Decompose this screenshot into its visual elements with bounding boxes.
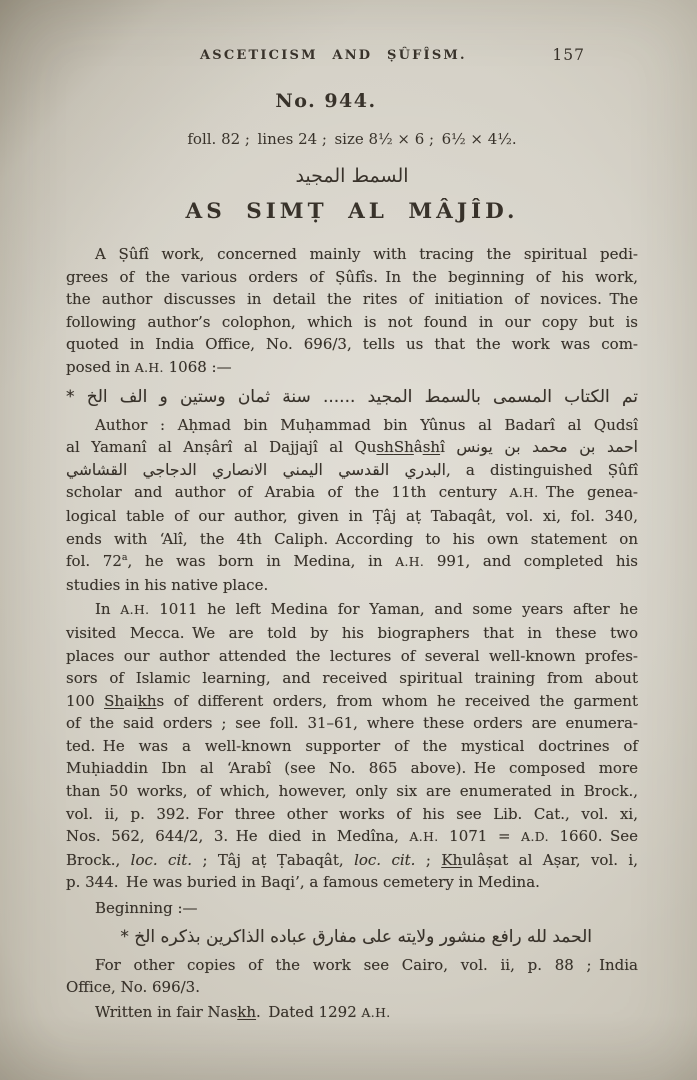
text-line: places our author attended the lectures of several well-known profes-: [66, 646, 638, 665]
text-line: Office, No. 696/3.: [66, 978, 200, 997]
text-line: following author’s colophon, which is not found in our copy but is: [66, 312, 638, 331]
body-content: [66, 243, 638, 1026]
running-header-title: ASCETICISM AND ṢÛFÎSM.: [200, 48, 467, 63]
text-line: than 50 works, of which, however, only six are enumerated in Brock.,: [66, 782, 638, 801]
title-transliteration: AS SIMṬ AL MÂJÎD.: [185, 199, 519, 224]
text-line: grees of the various orders of Ṣûfîs. In the beginning of his work,: [66, 267, 638, 286]
styled-text: Sh: [393, 438, 414, 457]
text-line: visited Mecca. We are told by his biographers that in these two: [66, 623, 638, 642]
styled-text: Kh: [441, 850, 463, 869]
text-line: studies in his native place.: [66, 575, 269, 594]
title-arabic: السمط المجيد: [295, 165, 409, 187]
text-line: the author discusses in detail the rites of initiation of novices. The: [66, 290, 638, 309]
paragraph: [66, 414, 638, 597]
text-line: Nos. 562, 644/2, 3. He died in Medîna, A.H. 1071 = A.D. 1660. See: [66, 827, 638, 846]
text-line: A Ṣûfî work, concerned mainly with tracing the spiritual pedi-: [95, 245, 638, 263]
styled-text: A.H.: [509, 486, 539, 501]
text-line: Brock., loc. cit. ; Tâj aṭ Ṭabaqât, loc. cit. ; Khulâṣat al Aṣar, vol. i,: [66, 850, 638, 869]
text-line: البدري القدسي اليمني الانصاري الدجاجي القشاشي, a distinguished Ṣûfî: [66, 460, 638, 479]
styled-text: A.D.: [521, 830, 549, 845]
styled-text: kh: [237, 1002, 257, 1021]
text-line: Author : Aḥmad bin Muḥammad bin Yûnus al Badarî al Qudsî: [95, 415, 638, 434]
text-line: sors of Islamic learning, and received spiritual training from about: [66, 669, 638, 688]
styled-text: A.H.: [361, 1005, 391, 1020]
text-line: p. 344. He was buried in Baqi’, a famous cemetery in Medina.: [66, 873, 540, 892]
text-line: In A.H. 1011 he left Medina for Yaman, and some years after he: [95, 600, 638, 619]
section-label: Beginning :—: [95, 899, 198, 918]
styled-text: Sh: [104, 691, 124, 710]
page-number: 157: [552, 46, 585, 64]
styled-text: sh: [376, 438, 394, 457]
text-line: Muḥiaddin Ibn al ‘Arabî (see No. 865 above). He composed more: [66, 759, 638, 778]
styled-text: A.H.: [395, 555, 425, 570]
paragraph: [66, 954, 638, 999]
text-line: of the said orders ; see foll. 31–61, where these orders are enumera-: [66, 714, 638, 733]
text-line: al Yamanî al Anṣârî al Dajjajî al QushShâshî احمد بن محمد بن يونس: [66, 438, 638, 457]
text-line: vol. ii, p. 392. For three other works of his see Lib. Cat., vol. xi,: [66, 804, 638, 823]
text-line: scholar and author of Arabia of the 11th century A.H. The genea-: [66, 483, 638, 502]
text-line: For other copies of the work see Cairo, vol. ii, p. 88 ; India: [95, 955, 638, 974]
styled-text: loc. cit.: [130, 850, 193, 869]
text-line: Written in fair Naskh. Dated 1292 A.H.: [95, 1002, 391, 1021]
styled-text: A.H.: [409, 830, 439, 845]
styled-text: A.H.: [120, 603, 150, 618]
text-line: logical table of our author, given in Ṭâj aṭ Tabaqât, vol. xi, fol. 340,: [66, 506, 638, 525]
collation-line: foll. 82 ; lines 24 ; size 8½ × 6 ; 6½ × 4½.: [187, 130, 517, 148]
entry-number: No. 944.: [275, 90, 377, 112]
arabic-inline-text: البدري القدسي اليمني الانصاري الدجاجي القشاشي: [66, 460, 446, 479]
running-head: [66, 46, 638, 66]
arabic-inline-text: احمد بن محمد بن يونس: [456, 438, 638, 457]
styled-text: loc. cit.: [354, 850, 416, 869]
text-line: quoted in India Office, No. 696/3, tells us that the work was com-: [66, 335, 638, 354]
paragraph: [66, 243, 638, 380]
styled-text: A.H.: [134, 360, 164, 375]
text-line: ted. He was a well-known supporter of the mystical doctrines of: [66, 736, 638, 755]
styled-text: a: [121, 552, 128, 564]
arabic-quote: الحمد لله رافع منشور ولايته على مفارق عباده الذاكرين بذكره الخ *: [120, 926, 592, 947]
arabic-quote: تم الكتاب المسمى بالسمط المجيد ...... سنة ثمان وستين و الف الخ *: [66, 386, 638, 407]
styled-text: kh: [137, 691, 157, 710]
text-line: posed in A.H. 1068 :—: [66, 357, 232, 376]
text-line: ends with ‘Alî, the 4th Caliph. According to his own statement on: [66, 529, 638, 548]
text-line: fol. 72$^a$, he was born in Medina, in A.H. 991, and completed his: [66, 552, 638, 571]
paragraph: [66, 1001, 638, 1025]
paragraph: [66, 598, 638, 894]
text-line: 100 Shaikhs of different orders, from whom he received the garment: [66, 691, 638, 710]
styled-text: sh: [422, 438, 441, 457]
